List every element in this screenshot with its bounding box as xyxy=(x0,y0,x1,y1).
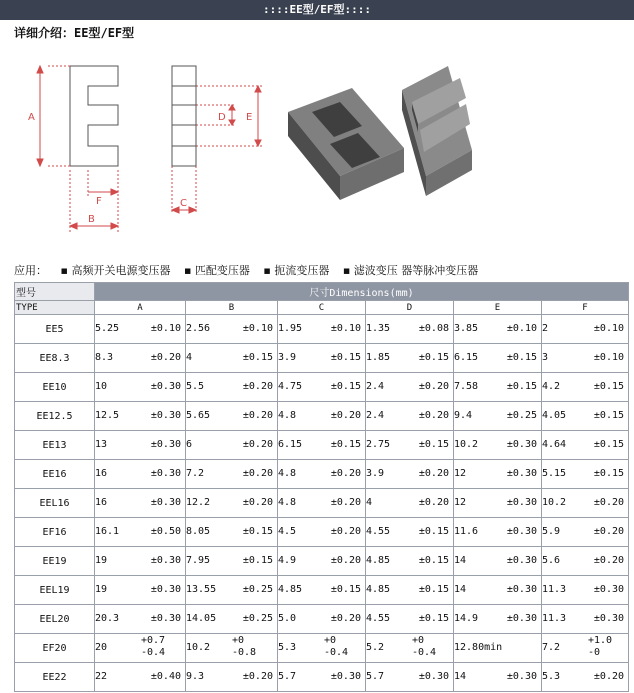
dimension-cell xyxy=(454,489,542,518)
dimension-value: 3.9 xyxy=(278,352,297,363)
dimension-tolerance: ±0.20 xyxy=(242,671,273,682)
dimension-value: 20.3 xyxy=(95,613,120,624)
application-item: ▪ 扼流变压器 xyxy=(263,264,330,277)
dimension-tolerance: ±0.30 xyxy=(506,613,537,624)
side-view-drawing xyxy=(172,66,196,166)
model-type: EEL19 xyxy=(15,576,95,605)
dimension-tolerance: ±0.15 xyxy=(242,352,273,363)
dimension-tolerance: ±0.20 xyxy=(242,497,273,508)
detail-heading xyxy=(14,24,134,41)
dimension-cell xyxy=(454,576,542,605)
dimensions-header: 尺寸Dimensions(mm) xyxy=(95,283,629,301)
dimension-value: 11.6 xyxy=(454,526,479,537)
dimension-tolerance: ±0.30 xyxy=(150,439,181,450)
table-row xyxy=(15,547,629,576)
dimension-tolerance: ±0.50 xyxy=(150,526,181,537)
dimension-cell xyxy=(454,344,542,373)
detail-model: EE型/EF型 xyxy=(74,26,135,40)
dimension-tolerance: ±0.20 xyxy=(242,468,273,479)
dimension-cell xyxy=(278,373,366,402)
dim-letter-c: C xyxy=(180,198,187,209)
dimension-value: 19 xyxy=(95,584,108,595)
dimension-tolerance: ±0.15 xyxy=(330,352,361,363)
dimension-tolerance: ±0.10 xyxy=(150,323,181,334)
dimension-cell xyxy=(95,431,186,460)
dimension-tolerance: ±0.20 xyxy=(330,468,361,479)
model-type: EE19 xyxy=(15,547,95,576)
table-body xyxy=(15,315,629,692)
dimension-value: 14.05 xyxy=(186,613,217,624)
dimension-tolerance: ±0.15 xyxy=(242,555,273,566)
dimension-cell xyxy=(278,489,366,518)
type-header-cn: 型号 xyxy=(15,283,95,301)
dimension-value: 16 xyxy=(95,468,108,479)
dimension-value: 3.9 xyxy=(366,468,385,479)
dimension-tolerance: ±0.40 xyxy=(150,671,181,682)
dimension-cell xyxy=(542,605,629,634)
dimension-value: 5.7 xyxy=(278,671,297,682)
dimension-cell xyxy=(454,460,542,489)
dimension-value: 2.75 xyxy=(366,439,391,450)
dimension-value: 4 xyxy=(186,352,193,363)
dimension-tolerance: ±0.25 xyxy=(242,613,273,624)
table-row xyxy=(15,634,629,663)
dimension-cell xyxy=(542,315,629,344)
dimension-cell xyxy=(278,547,366,576)
dimension-value: 7.2 xyxy=(186,468,205,479)
dimension-tolerance: ±0.20 xyxy=(242,410,273,421)
dimension-value: 4.9 xyxy=(278,555,297,566)
table-row xyxy=(15,489,629,518)
dimension-tolerance: ±0.30 xyxy=(506,671,537,682)
dimension-value: 14 xyxy=(454,671,467,682)
dimension-value: 4 xyxy=(366,497,373,508)
dimension-tolerance: ±0.25 xyxy=(506,410,537,421)
dimension-cell xyxy=(542,373,629,402)
dimension-value: 6.15 xyxy=(454,352,479,363)
dimension-cell xyxy=(454,431,542,460)
dimension-value: 4.75 xyxy=(278,381,303,392)
dimension-cell xyxy=(542,663,629,692)
dimension-tolerance: ±0.30 xyxy=(150,555,181,566)
dimension-value: 2.56 xyxy=(186,323,211,334)
model-type: EE13 xyxy=(15,431,95,460)
dimension-cell xyxy=(95,518,186,547)
dimension-tolerance: ±0.30 xyxy=(330,671,361,682)
dimension-value: 10.2 xyxy=(542,497,567,508)
dimension-cell xyxy=(454,315,542,344)
dimension-cell xyxy=(278,344,366,373)
dimension-value: 5.6 xyxy=(542,555,561,566)
dimension-tolerance: ±0.10 xyxy=(593,323,625,334)
dim-letter-d: D xyxy=(218,112,226,123)
dim-letter-a: A xyxy=(28,112,35,123)
dimension-value: 14.9 xyxy=(454,613,479,624)
dimension-tolerance: ±0.20 xyxy=(418,497,449,508)
dimension-tolerance: ±0.10 xyxy=(242,323,273,334)
table-row xyxy=(15,431,629,460)
dimension-tolerance: ±0.30 xyxy=(150,613,181,624)
dimension-value: 4.8 xyxy=(278,468,297,479)
dimension-cell xyxy=(542,431,629,460)
dimension-value: 6.15 xyxy=(278,439,303,450)
dimension-cell xyxy=(542,576,629,605)
dimension-tolerance: ±0.30 xyxy=(593,584,625,595)
dimension-tolerance: ±0.30 xyxy=(150,584,181,595)
dimension-value: 10.2 xyxy=(454,439,479,450)
dimension-cell xyxy=(186,663,278,692)
column-header: C xyxy=(278,301,366,315)
model-type: EEL20 xyxy=(15,605,95,634)
dimension-tolerance: ±0.20 xyxy=(593,671,625,682)
dimension-tolerance: ±0.15 xyxy=(418,352,449,363)
dimension-cell xyxy=(542,547,629,576)
dimension-cell xyxy=(278,518,366,547)
dimension-value: 12.5 xyxy=(95,410,120,421)
dimension-cell xyxy=(454,402,542,431)
dimension-value: 9.4 xyxy=(454,410,473,421)
dimension-cell xyxy=(95,634,186,663)
dimension-tolerance: ±0.20 xyxy=(418,410,449,421)
dimension-cell xyxy=(366,431,454,460)
table-row xyxy=(15,605,629,634)
dimension-tolerance: ±0.20 xyxy=(593,526,625,537)
dimension-value: 1.95 xyxy=(278,323,303,334)
dimension-value: 5.0 xyxy=(278,613,297,624)
core-drawings xyxy=(0,50,634,250)
dimension-value: 2.4 xyxy=(366,381,385,392)
dimension-value: 5.65 xyxy=(186,410,211,421)
dimension-value: 13 xyxy=(95,439,108,450)
dimension-value: 4.55 xyxy=(366,613,391,624)
dimension-value: 10 xyxy=(95,381,108,392)
dimension-tolerance: ±0.15 xyxy=(330,584,361,595)
dimension-value: 14 xyxy=(454,584,467,595)
dimension-tolerance: ±0.10 xyxy=(506,323,537,334)
table-row xyxy=(15,576,629,605)
dimension-cell xyxy=(542,460,629,489)
dimension-tolerance: +0 -0.8 xyxy=(232,635,257,658)
dimension-value: 4.8 xyxy=(278,497,297,508)
dimension-cell xyxy=(542,402,629,431)
dim-letter-f: F xyxy=(96,196,102,207)
dimension-tolerance: ±0.15 xyxy=(330,439,361,450)
dimension-cell xyxy=(542,489,629,518)
dimension-tolerance: ±0.20 xyxy=(242,439,273,450)
dimension-tolerance: ±0.30 xyxy=(506,497,537,508)
dimension-tolerance: ±0.30 xyxy=(593,613,625,624)
dimension-cell xyxy=(95,605,186,634)
dimension-cell xyxy=(95,489,186,518)
dimension-cell xyxy=(186,518,278,547)
dimension-cell xyxy=(186,547,278,576)
column-header: F xyxy=(542,301,629,315)
dimension-tolerance: ±0.30 xyxy=(506,555,537,566)
dimension-value: 5.3 xyxy=(542,671,561,682)
dimension-cell xyxy=(454,518,542,547)
dimension-tolerance: ±0.20 xyxy=(418,468,449,479)
dimension-value: 12.80min xyxy=(454,642,503,653)
dimension-cell xyxy=(278,576,366,605)
dimension-value: 3.85 xyxy=(454,323,479,334)
model-type: EF20 xyxy=(15,634,95,663)
dimension-value: 4.5 xyxy=(278,526,297,537)
dimension-value: 13.55 xyxy=(186,584,217,595)
application-item: ▪ 高频开关电源变压器 xyxy=(60,264,171,277)
dimension-value: 10.2 xyxy=(186,642,211,653)
dimension-tolerance: ±0.15 xyxy=(330,381,361,392)
dimension-cell xyxy=(542,344,629,373)
dimension-value: 16 xyxy=(95,497,108,508)
dimension-cell xyxy=(278,460,366,489)
dimension-cell xyxy=(95,402,186,431)
dimension-tolerance: +1.0 -0 xyxy=(588,635,613,658)
dimension-cell xyxy=(366,605,454,634)
dimension-value: 2 xyxy=(542,323,549,334)
dimension-cell xyxy=(95,460,186,489)
dimension-tolerance: +0 -0.4 xyxy=(324,635,349,658)
dimension-cell xyxy=(95,315,186,344)
dimension-tolerance: +0 -0.4 xyxy=(412,635,437,658)
dimension-value: 8.3 xyxy=(95,352,114,363)
dimension-value: 5.7 xyxy=(366,671,385,682)
dimension-value: 5.3 xyxy=(278,642,297,653)
dimension-value: 1.35 xyxy=(366,323,391,334)
dimension-cell xyxy=(186,315,278,344)
dimension-value: 4.85 xyxy=(278,584,303,595)
dimension-cell xyxy=(542,518,629,547)
dimension-tolerance: ±0.15 xyxy=(418,526,449,537)
dimension-cell xyxy=(366,489,454,518)
dimension-cell xyxy=(95,344,186,373)
dimension-value: 5.25 xyxy=(95,323,120,334)
dimension-cell xyxy=(454,634,542,663)
dimension-cell xyxy=(366,547,454,576)
dimension-tolerance: ±0.15 xyxy=(242,526,273,537)
dimension-tolerance: ±0.15 xyxy=(506,381,537,392)
model-type: EE12.5 xyxy=(15,402,95,431)
dimension-cell xyxy=(366,576,454,605)
dimensions-table xyxy=(14,282,629,692)
dimension-tolerance: ±0.25 xyxy=(242,584,273,595)
dimension-cell xyxy=(454,547,542,576)
dimension-tolerance: ±0.30 xyxy=(150,497,181,508)
dimension-value: 7.58 xyxy=(454,381,479,392)
model-type: EE10 xyxy=(15,373,95,402)
dimension-value: 12.2 xyxy=(186,497,211,508)
dimension-value: 4.55 xyxy=(366,526,391,537)
dimension-cell xyxy=(454,605,542,634)
dimension-tolerance: ±0.15 xyxy=(418,613,449,624)
dimension-value: 19 xyxy=(95,555,108,566)
dimension-cell xyxy=(278,402,366,431)
dimension-value: 4.85 xyxy=(366,584,391,595)
dimension-value: 6 xyxy=(186,439,193,450)
core-photo xyxy=(288,66,472,200)
dimension-cell xyxy=(95,547,186,576)
dim-letter-b: B xyxy=(88,214,95,225)
dimension-cell xyxy=(278,315,366,344)
dimension-value: 5.5 xyxy=(186,381,205,392)
application-item: ▪ 匹配变压器 xyxy=(183,264,250,277)
applications xyxy=(14,262,488,278)
dimension-cell xyxy=(278,663,366,692)
dimension-cell xyxy=(366,402,454,431)
column-header: A xyxy=(95,301,186,315)
column-header: B xyxy=(186,301,278,315)
dimension-tolerance: ±0.30 xyxy=(506,526,537,537)
dimension-tolerance: ±0.20 xyxy=(330,526,361,537)
dimension-cell xyxy=(366,315,454,344)
applications-label: 应用： xyxy=(14,264,47,277)
type-header-en: TYPE xyxy=(15,301,95,315)
model-type: EE22 xyxy=(15,663,95,692)
dimension-cell xyxy=(366,518,454,547)
dimension-cell xyxy=(542,634,629,663)
dimension-tolerance: ±0.08 xyxy=(418,323,449,334)
dimension-tolerance: ±0.15 xyxy=(418,584,449,595)
dimension-value: 11.3 xyxy=(542,613,567,624)
dimension-tolerance: +0.7 -0.4 xyxy=(141,635,166,658)
dimension-value: 8.05 xyxy=(186,526,211,537)
dimension-tolerance: ±0.10 xyxy=(330,323,361,334)
dimension-value: 4.2 xyxy=(542,381,561,392)
dimension-tolerance: ±0.20 xyxy=(330,613,361,624)
dimension-value: 22 xyxy=(95,671,108,682)
dimension-tolerance: ±0.30 xyxy=(150,468,181,479)
dimension-tolerance: ±0.20 xyxy=(330,555,361,566)
column-header: E xyxy=(454,301,542,315)
dimension-cell xyxy=(186,605,278,634)
page-header: ::::EE型/EF型:::: xyxy=(0,0,634,20)
dimension-tolerance: ±0.15 xyxy=(506,352,537,363)
dimension-cell xyxy=(278,634,366,663)
dimension-cell xyxy=(95,373,186,402)
model-type: EF16 xyxy=(15,518,95,547)
dimension-value: 5.15 xyxy=(542,468,567,479)
dimension-cell xyxy=(186,344,278,373)
dimension-value: 9.3 xyxy=(186,671,205,682)
dimension-cell xyxy=(186,373,278,402)
dimension-cell xyxy=(186,634,278,663)
dimension-tolerance: ±0.20 xyxy=(593,497,625,508)
dimension-tolerance: ±0.15 xyxy=(593,439,625,450)
dimension-tolerance: ±0.30 xyxy=(150,381,181,392)
dimension-tolerance: ±0.30 xyxy=(506,468,537,479)
dimension-value: 1.85 xyxy=(366,352,391,363)
dimension-cell xyxy=(366,663,454,692)
table-row xyxy=(15,373,629,402)
dimension-cell xyxy=(366,634,454,663)
dimension-tolerance: ±0.15 xyxy=(593,381,625,392)
dimension-value: 12 xyxy=(454,468,467,479)
model-type: EEL16 xyxy=(15,489,95,518)
dimension-tolerance: ±0.20 xyxy=(330,497,361,508)
dimension-tolerance: ±0.30 xyxy=(506,439,537,450)
dimension-cell xyxy=(186,460,278,489)
dimension-tolerance: ±0.30 xyxy=(418,671,449,682)
dimension-cell xyxy=(186,576,278,605)
dimension-cell xyxy=(366,373,454,402)
model-type: EE5 xyxy=(15,315,95,344)
dimension-tolerance: ±0.10 xyxy=(593,352,625,363)
dimension-tolerance: ±0.30 xyxy=(150,410,181,421)
dimension-value: 2.4 xyxy=(366,410,385,421)
dimension-tolerance: ±0.30 xyxy=(506,584,537,595)
detail-label: 详细介绍： xyxy=(14,26,75,40)
dimension-value: 4.64 xyxy=(542,439,567,450)
dimension-value: 5.9 xyxy=(542,526,561,537)
dimension-value: 4.05 xyxy=(542,410,567,421)
table-row xyxy=(15,460,629,489)
dimension-value: 14 xyxy=(454,555,467,566)
dimension-value: 11.3 xyxy=(542,584,567,595)
dimension-value: 20 xyxy=(95,642,108,653)
dimension-value: 12 xyxy=(454,497,467,508)
table-row xyxy=(15,402,629,431)
table-row xyxy=(15,663,629,692)
application-item: ▪ 滤波变压 器等脉冲变压器 xyxy=(342,264,479,277)
dimension-tolerance: ±0.20 xyxy=(242,381,273,392)
dimension-tolerance: ±0.15 xyxy=(593,468,625,479)
table-row xyxy=(15,518,629,547)
dimension-tolerance: ±0.15 xyxy=(593,410,625,421)
dimension-cell xyxy=(95,663,186,692)
dimension-value: 7.2 xyxy=(542,642,561,653)
dimension-tolerance: ±0.15 xyxy=(418,439,449,450)
dimension-cell xyxy=(454,663,542,692)
dimension-tolerance: ±0.20 xyxy=(330,410,361,421)
dimension-value: 16.1 xyxy=(95,526,120,537)
dimension-cell xyxy=(95,576,186,605)
dimension-cell xyxy=(186,489,278,518)
table-row xyxy=(15,344,629,373)
dimension-cell xyxy=(278,605,366,634)
dimension-tolerance: ±0.20 xyxy=(418,381,449,392)
dimension-tolerance: ±0.20 xyxy=(150,352,181,363)
model-type: EE8.3 xyxy=(15,344,95,373)
dimension-tolerance: ±0.15 xyxy=(418,555,449,566)
dimension-cell xyxy=(366,460,454,489)
dimension-value: 3 xyxy=(542,352,549,363)
front-view-drawing xyxy=(70,66,118,166)
table-row xyxy=(15,315,629,344)
dim-letter-e: E xyxy=(246,112,253,123)
dimension-cell xyxy=(186,402,278,431)
dimension-cell xyxy=(454,373,542,402)
dimension-value: 7.95 xyxy=(186,555,211,566)
dimension-value: 4.85 xyxy=(366,555,391,566)
dimension-value: 4.8 xyxy=(278,410,297,421)
dimension-cell xyxy=(278,431,366,460)
model-type: EE16 xyxy=(15,460,95,489)
dimension-cell xyxy=(366,344,454,373)
dimension-cell xyxy=(186,431,278,460)
column-header: D xyxy=(366,301,454,315)
dimension-tolerance: ±0.20 xyxy=(593,555,625,566)
dimension-value: 5.2 xyxy=(366,642,385,653)
